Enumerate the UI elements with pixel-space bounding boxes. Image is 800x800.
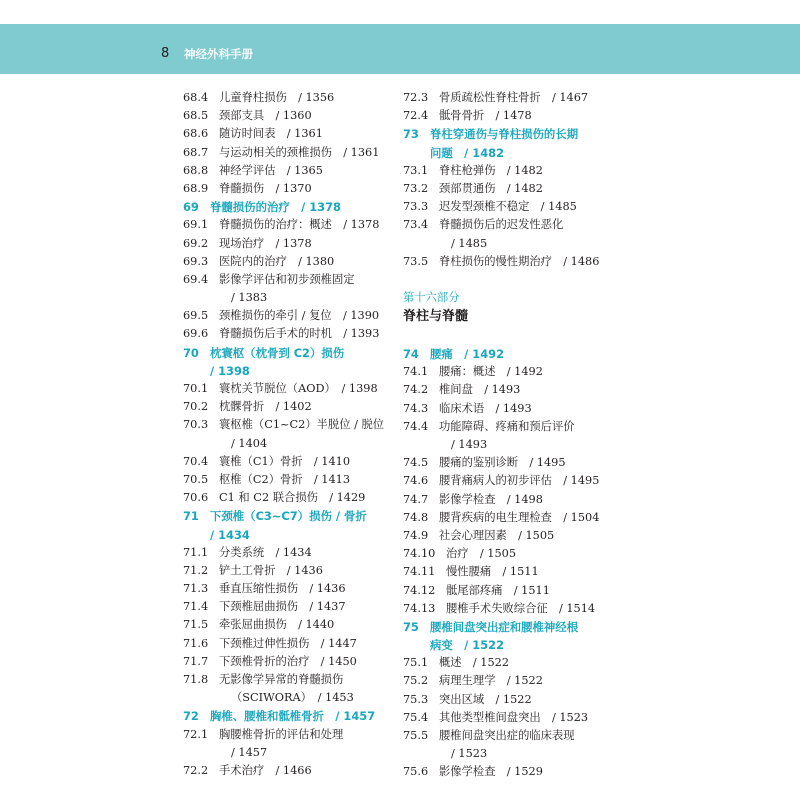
entry-title: 下颈椎屈曲损伤 / 1437	[219, 600, 346, 614]
toc-entry	[403, 582, 618, 600]
entry-title: 无影像学异常的脊髓损伤	[219, 673, 344, 686]
toc-entry	[403, 727, 618, 745]
toc-left-column	[183, 89, 388, 780]
entry-number: 73.1	[403, 163, 429, 177]
toc-entry	[183, 653, 388, 671]
entry-title: 迟发型颈椎不稳定 / 1485	[439, 200, 577, 214]
entry-title: 铲土工骨折 / 1436	[219, 563, 323, 577]
toc-entry	[183, 544, 388, 562]
entry-number: 68.9	[183, 181, 209, 195]
page-number: 8	[161, 46, 170, 61]
entry-number: 71.8	[183, 673, 209, 686]
entry-title: 治疗 / 1505	[446, 547, 517, 561]
toc-entry	[183, 271, 388, 289]
toc-entry	[403, 107, 618, 125]
toc-entry	[403, 381, 618, 399]
entry-continuation: / 1404	[231, 436, 268, 450]
entry-title: 影像学检查 / 1529	[439, 765, 543, 779]
entry-continuation: （SCIWORA） / 1453	[231, 691, 354, 705]
toc-entry	[403, 600, 618, 618]
toc-entry	[183, 671, 388, 689]
chapter-heading	[403, 125, 618, 143]
toc-entry	[403, 563, 618, 581]
chapter-heading	[183, 507, 388, 525]
chapter-number: 72	[183, 709, 199, 724]
entry-number: 75.1	[403, 656, 429, 670]
entry-continuation: / 1383	[231, 291, 268, 305]
entry-title: 与运动相关的颈椎损伤 / 1361	[219, 145, 380, 159]
entry-number: 72.3	[403, 91, 429, 104]
entry-number: 74.3	[403, 401, 429, 415]
chapter-continuation: / 1434	[210, 527, 250, 542]
chapter-number: 71	[183, 509, 199, 524]
entry-number: 74.7	[403, 492, 429, 506]
entry-number: 74.1	[403, 365, 429, 379]
entry-number: 74.9	[403, 528, 429, 542]
toc-entry	[183, 598, 388, 616]
entry-number: 73.2	[403, 181, 429, 195]
entry-title: 垂直压缩性损伤 / 1436	[219, 582, 346, 596]
entry-number: 75.4	[403, 710, 429, 724]
book-title: 神经外科手册	[184, 47, 253, 61]
entry-number: 71.1	[183, 545, 209, 559]
chapter-heading	[183, 198, 388, 216]
entry-title: 其他类型椎间盘突出 / 1523	[439, 710, 589, 724]
toc-entry	[183, 307, 388, 325]
entry-number: 73.4	[403, 218, 429, 232]
entry-number: 68.8	[183, 163, 209, 177]
entry-title: 骨质疏松性脊柱骨折 / 1467	[439, 91, 589, 104]
entry-number: 68.7	[183, 145, 209, 159]
entry-number: 74.5	[403, 456, 429, 470]
toc-entry	[183, 125, 388, 143]
entry-title: 牵张屈曲损伤 / 1440	[219, 618, 335, 632]
entry-title: 颈椎损伤的牵引 / 复位 / 1390	[219, 309, 380, 323]
entry-title: 脊柱枪弹伤 / 1482	[439, 163, 543, 177]
entry-title: 枕髁骨折 / 1402	[219, 400, 312, 414]
entry-number: 74.12	[403, 583, 436, 597]
toc-entry	[183, 235, 388, 253]
toc-entry	[183, 180, 388, 198]
toc-entry	[183, 325, 388, 343]
toc-entry	[183, 562, 388, 580]
entry-title: 现场治疗 / 1378	[219, 236, 312, 250]
entry-title: 脊柱损伤的慢性期治疗 / 1486	[439, 254, 600, 268]
entry-number: 74.13	[403, 601, 436, 615]
entry-title: 下颈椎骨折的治疗 / 1450	[219, 654, 357, 668]
entry-title: 寰枢椎（C1~C2）半脱位 / 脱位	[219, 418, 385, 432]
entry-number: 73.3	[403, 200, 429, 214]
chapter-heading	[403, 345, 618, 363]
chapter-number: 74	[403, 347, 419, 362]
toc-entry	[403, 216, 618, 234]
entry-number: 75.2	[403, 674, 429, 688]
chapter-continuation: / 1398	[210, 363, 250, 378]
entry-number: 69.3	[183, 254, 209, 268]
entry-title: 突出区域 / 1522	[439, 692, 532, 706]
toc-entry	[403, 198, 618, 216]
chapter-title: 腰椎间盘突出症和腰椎神经根	[430, 619, 579, 634]
chapter-title: 下颈椎（C3~C7）损伤 / 骨折	[210, 509, 367, 524]
toc-right-column	[403, 89, 618, 782]
entry-title: 影像学评估和初步颈椎固定	[219, 272, 355, 286]
toc-entry	[403, 763, 618, 781]
toc-entry	[183, 398, 388, 416]
entry-title: 腰痛：概述 / 1492	[439, 365, 543, 379]
entry-number: 71.3	[183, 582, 209, 596]
toc-entry	[183, 216, 388, 234]
toc-entry	[403, 400, 618, 418]
entry-title: 脊髓损伤的治疗：概述 / 1378	[219, 218, 380, 232]
entry-number: 71.6	[183, 636, 209, 650]
entry-number: 73.5	[403, 254, 429, 268]
part-title: 脊柱与脊髓	[403, 309, 469, 325]
entry-number: 70.5	[183, 472, 209, 486]
entry-title: 骶骨骨折 / 1478	[439, 109, 532, 123]
toc-entry	[183, 144, 388, 162]
toc-entry	[403, 709, 618, 727]
chapter-heading	[183, 344, 388, 362]
toc-entry	[183, 471, 388, 489]
toc-entry	[183, 107, 388, 125]
spacer	[403, 271, 618, 289]
entry-title: 医院内的治疗 / 1380	[219, 254, 335, 268]
entry-number: 72.1	[183, 727, 209, 741]
chapter-title: 枕寰枢（枕骨到 C2）损伤	[210, 345, 345, 360]
toc-entry	[403, 509, 618, 527]
entry-title: 慢性腰痛 / 1511	[446, 565, 539, 579]
entry-title: 脊髓损伤后的迟发性恶化	[439, 218, 564, 232]
entry-title: 临床术语 / 1493	[439, 401, 532, 415]
entry-continuation: / 1493	[451, 438, 488, 451]
entry-number: 68.4	[183, 91, 209, 104]
entry-number: 74.11	[403, 565, 436, 579]
entry-title: 功能障碍、疼痛和预后评价	[439, 419, 575, 433]
chapter-number: 69	[183, 200, 199, 215]
entry-title: 病理生理学 / 1522	[439, 674, 543, 688]
toc-entry	[403, 162, 618, 180]
entry-number: 70.6	[183, 491, 209, 505]
entry-title: 腰痛的鉴别诊断 / 1495	[439, 456, 566, 470]
entry-number: 71.2	[183, 563, 209, 577]
entry-title: 影像学检查 / 1498	[439, 492, 543, 506]
chapter-continuation: 问题 / 1482	[430, 145, 505, 160]
toc-entry	[183, 253, 388, 271]
entry-number: 71.5	[183, 618, 209, 632]
entry-title: 腰椎间盘突出症的临床表现	[439, 729, 575, 742]
entry-title: 脊髓损伤后手术的时机 / 1393	[219, 327, 380, 341]
entry-number: 72.2	[183, 763, 209, 777]
toc-entry	[403, 253, 618, 271]
toc-entry	[403, 454, 618, 472]
entry-number: 68.5	[183, 109, 209, 123]
toc-entry	[183, 162, 388, 180]
header-band	[0, 24, 800, 74]
entry-number: 75.6	[403, 765, 429, 779]
toc-entry	[403, 545, 618, 563]
chapter-number: 73	[403, 127, 419, 142]
toc-entry	[183, 726, 388, 744]
entry-number: 70.1	[183, 382, 209, 395]
chapter-heading	[403, 618, 618, 636]
entry-number: 74.8	[403, 510, 429, 524]
entry-title: 概述 / 1522	[439, 656, 510, 670]
part-label: 第十六部分	[403, 290, 460, 304]
entry-number: 71.4	[183, 600, 209, 614]
entry-title: 腰背痛病人的初步评估 / 1495	[439, 474, 600, 488]
toc-entry	[183, 635, 388, 653]
entry-number: 69.2	[183, 236, 209, 250]
entry-number: 74.2	[403, 383, 429, 397]
entry-title: 骶尾部疼痛 / 1511	[446, 583, 550, 597]
entry-title: 下颈椎过伸性损伤 / 1447	[219, 636, 357, 650]
entry-title: 随访时间表 / 1361	[219, 127, 323, 141]
entry-title: C1 和 C2 联合损伤 / 1429	[219, 491, 366, 505]
toc-entry	[403, 527, 618, 545]
chapter-continuation: 病变 / 1522	[430, 638, 505, 653]
toc-entry	[183, 380, 388, 398]
entry-number: 70.2	[183, 400, 209, 414]
entry-title: 儿童脊柱损伤 / 1356	[219, 91, 335, 104]
toc-entry	[403, 654, 618, 672]
entry-title: 腰背疾病的电生理检查 / 1504	[439, 510, 600, 524]
entry-number: 69.4	[183, 272, 209, 286]
entry-number: 69.5	[183, 309, 209, 323]
chapter-title: 胸椎、腰椎和骶椎骨折 / 1457	[210, 709, 376, 724]
entry-title: 胸腰椎骨折的评估和处理	[219, 727, 344, 741]
entry-number: 74.4	[403, 419, 429, 433]
entry-number: 70.3	[183, 418, 209, 432]
chapter-title: 脊柱穿通伤与脊柱损伤的长期	[430, 127, 579, 142]
entry-number: 75.5	[403, 729, 429, 742]
entry-title: 脊髓损伤 / 1370	[219, 181, 312, 195]
entry-continuation: / 1523	[451, 747, 488, 761]
entry-number: 70.4	[183, 454, 209, 468]
chapter-title: 脊髓损伤的治疗 / 1378	[210, 200, 341, 215]
entry-number: 68.6	[183, 127, 209, 141]
entry-title: 社会心理因素 / 1505	[439, 528, 555, 542]
entry-number: 74.6	[403, 474, 429, 488]
toc-entry	[403, 418, 618, 436]
toc-entry	[183, 616, 388, 634]
entry-number: 69.1	[183, 218, 209, 232]
entry-title: 寰椎（C1）骨折 / 1410	[219, 454, 351, 468]
toc-entry	[403, 672, 618, 690]
toc-entry	[403, 89, 618, 107]
entry-title: 分类系统 / 1434	[219, 545, 312, 559]
entry-number: 72.4	[403, 109, 429, 123]
toc-entry	[403, 180, 618, 198]
entry-title: 腰椎手术失败综合征 / 1514	[446, 601, 596, 615]
entry-title: 颈部支具 / 1360	[219, 109, 312, 123]
entry-number: 69.6	[183, 327, 209, 341]
toc-entry	[403, 491, 618, 509]
toc-entry	[183, 89, 388, 107]
toc-entry	[403, 363, 618, 381]
entry-number: 74.10	[403, 547, 436, 561]
toc-entry	[183, 489, 388, 507]
chapter-title: 腰痛 / 1492	[430, 347, 505, 362]
entry-title: 椎间盘 / 1493	[439, 383, 521, 397]
entry-title: 神经学评估 / 1365	[219, 163, 323, 177]
entry-title: 手术治疗 / 1466	[219, 763, 312, 777]
entry-number: 71.7	[183, 654, 209, 668]
toc-entry	[183, 580, 388, 598]
toc-entry	[403, 472, 618, 490]
toc-entry	[403, 691, 618, 709]
chapter-heading	[183, 707, 388, 725]
toc-entry	[183, 762, 388, 780]
toc-entry	[183, 453, 388, 471]
entry-title: 枢椎（C2）骨折 / 1413	[219, 472, 351, 486]
entry-continuation: / 1457	[231, 745, 268, 759]
entry-title: 颈部贯通伤 / 1482	[439, 181, 543, 195]
toc-entry	[183, 416, 388, 434]
entry-number: 75.3	[403, 692, 429, 706]
chapter-number: 70	[183, 345, 199, 360]
entry-continuation: / 1485	[451, 236, 488, 250]
entry-title: 寰枕关节脱位（AOD） / 1398	[219, 382, 378, 395]
chapter-number: 75	[403, 619, 419, 634]
